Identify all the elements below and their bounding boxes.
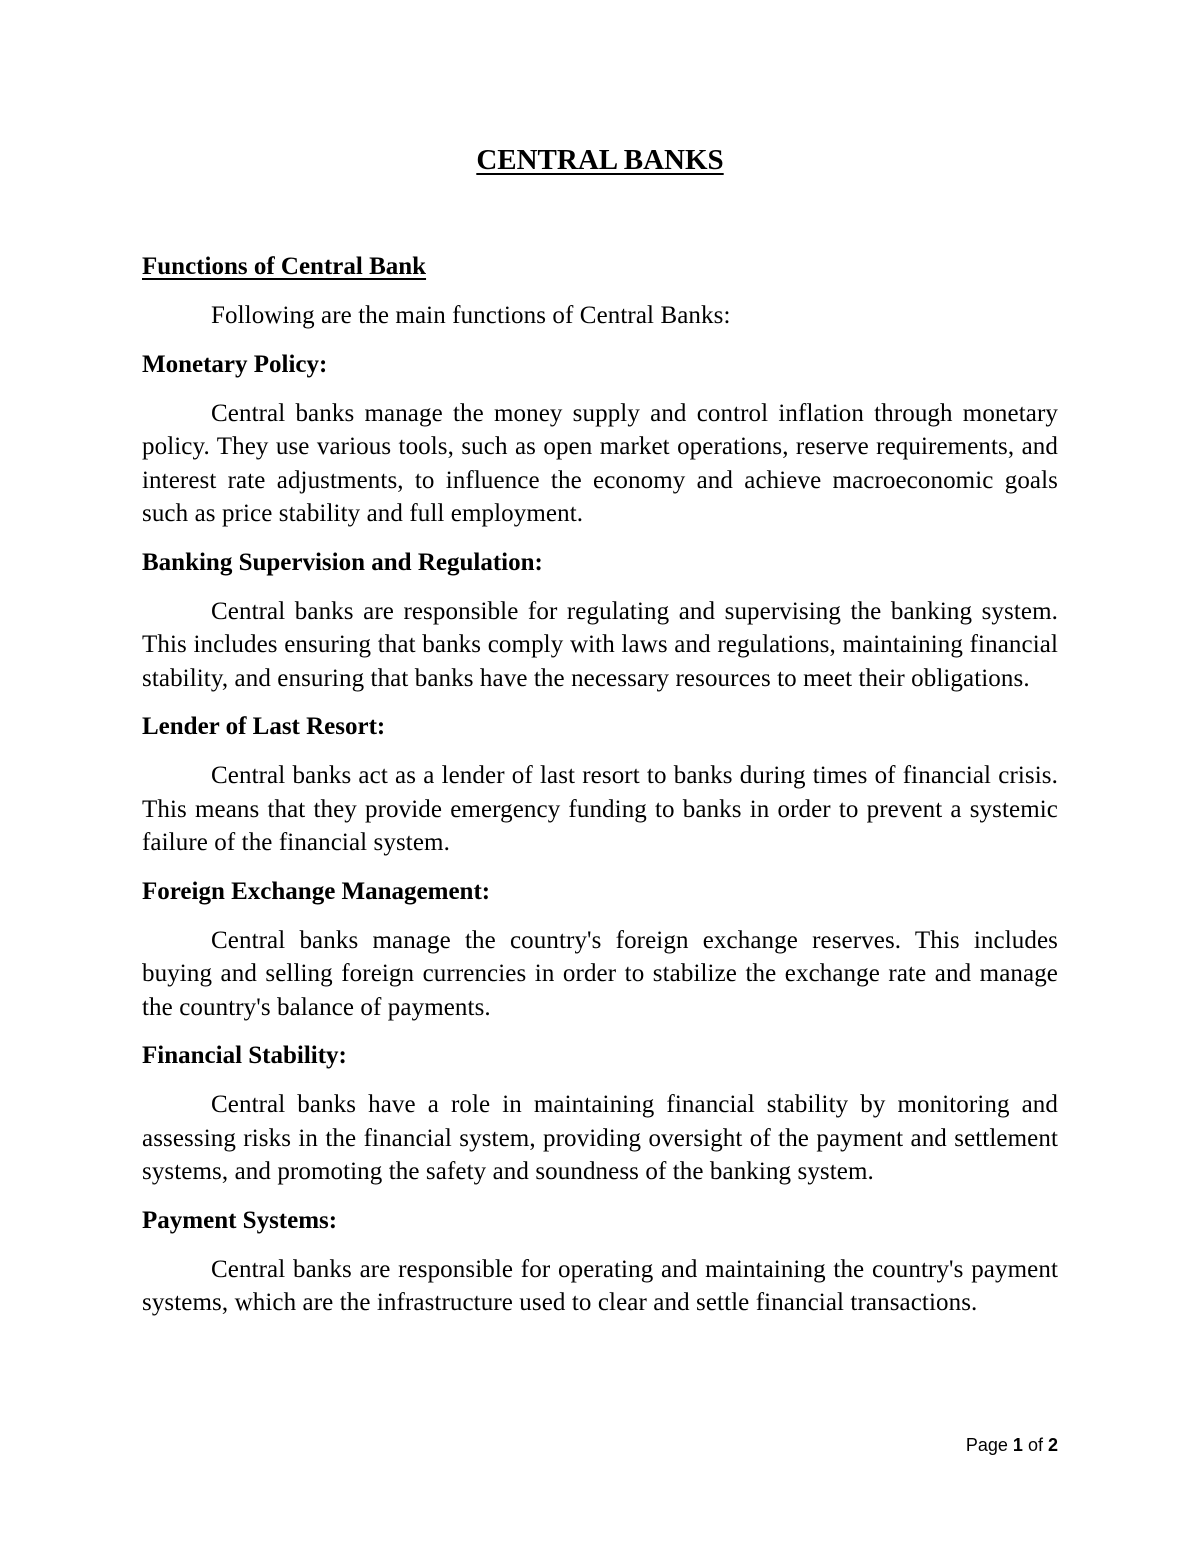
current-page: 1 — [1012, 1435, 1023, 1455]
section-paragraph: Central banks manage the money supply and control inflation through monetary policy. They use various tools, such as open market operations, reserve requirements, and interest rate adjustments, to influence the economy and achieve macroeconomic goals such as price stability and full employment. — [142, 399, 1058, 527]
section-heading: Foreign Exchange Management: — [142, 877, 491, 905]
section-payment-systems — [142, 1204, 1058, 1320]
section-paragraph: Central banks are responsible for operating and maintaining the country's payment systems, which are the infrastructure used to clear and settle financial transactions. — [142, 1255, 1058, 1316]
functions-heading: Functions of Central Bank — [142, 253, 427, 280]
section-financial-stability — [142, 1039, 1058, 1189]
section-heading: Monetary Policy: — [142, 350, 328, 378]
section-heading: Lender of Last Resort: — [142, 713, 386, 740]
section-heading: Payment Systems: — [142, 1206, 338, 1234]
section-heading: Banking Supervision and Regulation: — [142, 548, 543, 576]
intro-paragraph: Following are the main functions of Central Banks: — [211, 302, 731, 329]
page-number — [940, 1433, 1058, 1457]
section-paragraph: Central banks act as a lender of last resort to banks during times of financial crisis. This means that they provide emergency funding to banks in order to prevent a systemic failure of the financial system. — [142, 762, 1058, 856]
page-label: Page — [965, 1435, 1008, 1455]
document-body — [142, 250, 1058, 1320]
section-foreign-exchange — [142, 875, 1058, 1025]
total-pages: 2 — [1047, 1435, 1058, 1455]
of-label: of — [1027, 1435, 1043, 1455]
section-heading: Financial Stability: — [142, 1042, 347, 1069]
section-paragraph: Central banks are responsible for regulating and supervising the banking system. This includes ensuring that banks comply with laws and regulations, maintaining financial stability, and ensuring that banks have the necessary resources to meet their obligations. — [142, 597, 1058, 692]
section-paragraph: Central banks have a role in maintaining financial stability by monitoring and assessing risks in the financial system, providing oversight of the payment and settlement systems, and promoting the safety and soundness of the banking system. — [142, 1091, 1058, 1185]
section-monetary-policy — [142, 348, 1058, 531]
document-title: CENTRAL BANKS — [476, 144, 724, 176]
section-banking-supervision — [142, 546, 1058, 696]
section-paragraph: Central banks manage the country's foreign exchange reserves. This includes buying and selling foreign currencies in order to stabilize the exchange rate and manage the country's balance of payments. — [142, 926, 1058, 1021]
section-lender-of-last-resort — [142, 710, 1058, 860]
